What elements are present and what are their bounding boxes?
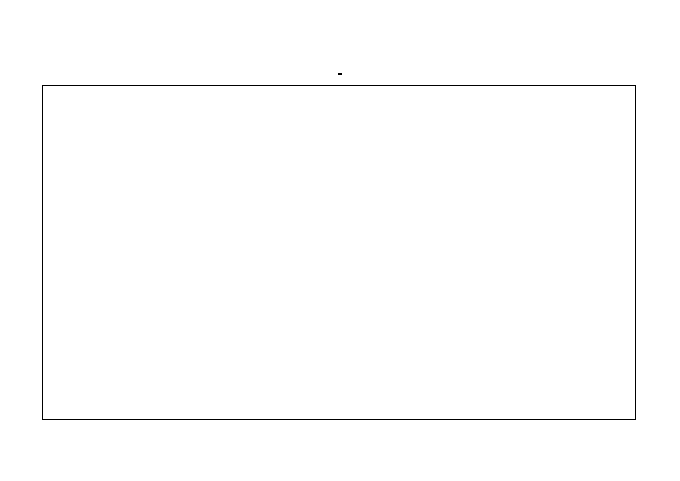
table-border bbox=[43, 86, 636, 420]
